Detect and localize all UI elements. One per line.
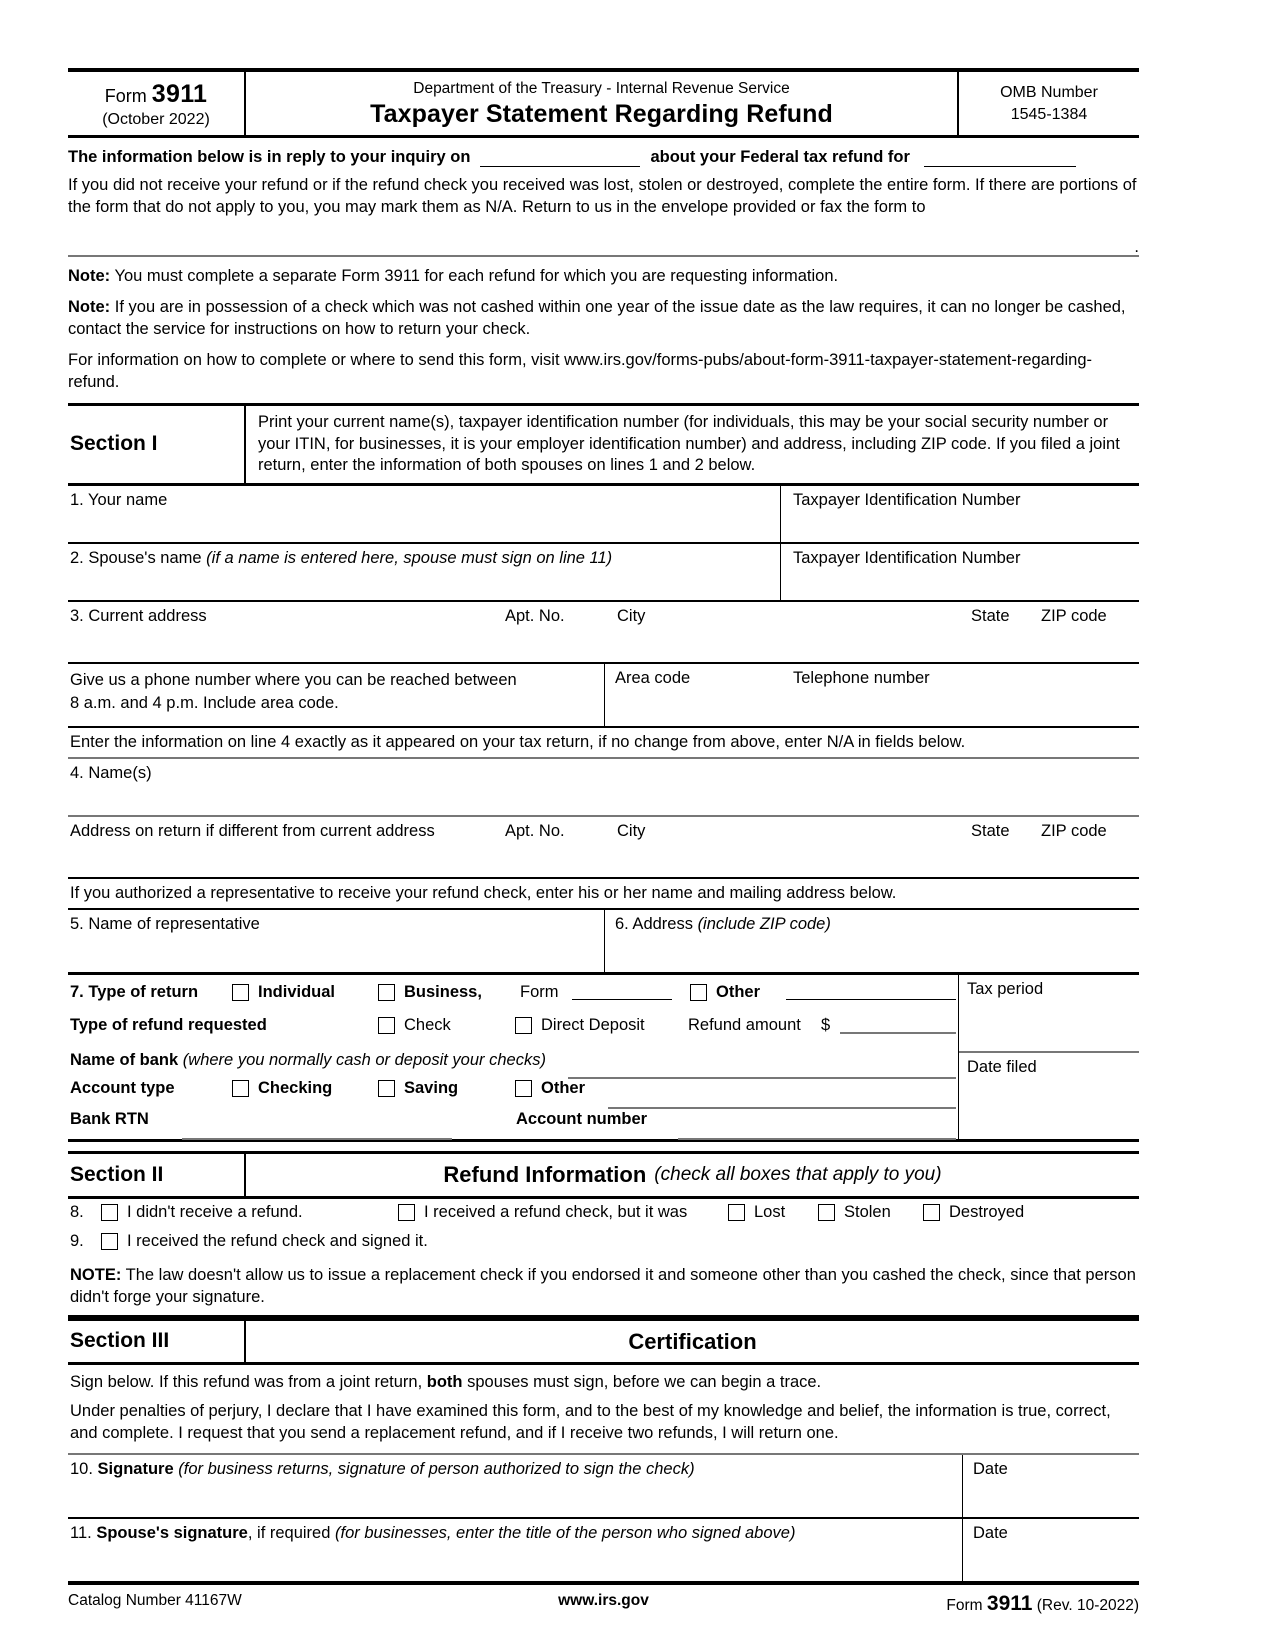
sign-text-1: Sign below. If this refund was from a joint return, xyxy=(70,1372,423,1391)
refund-amount-input[interactable] xyxy=(840,1018,956,1034)
line-11-label: Spouse's signature xyxy=(96,1523,248,1542)
label-saving: Saving xyxy=(404,1079,459,1098)
label-lost: Lost xyxy=(754,1202,786,1221)
irs-website: www.irs.gov xyxy=(558,1591,649,1609)
section-2-band xyxy=(68,1151,1139,1198)
form-header xyxy=(68,68,1139,138)
label-account-type: Account type xyxy=(70,1079,175,1098)
inquiry-date-input[interactable] xyxy=(480,150,640,167)
label-destroyed: Destroyed xyxy=(949,1202,1025,1221)
label-bank-name: Name of bank xyxy=(70,1051,179,1070)
footer-revision: (Rev. 10-2022) xyxy=(1036,1596,1139,1614)
checkbox-checking[interactable] xyxy=(232,1080,249,1097)
apt-no-label: Apt. No. xyxy=(505,607,565,626)
label-bank-rtn: Bank RTN xyxy=(70,1110,149,1129)
line-11-date-field[interactable] xyxy=(963,1519,1139,1581)
line-10-date-label: Date xyxy=(973,1459,1008,1478)
return-apt-no-label: Apt. No. xyxy=(505,822,565,841)
line-4-instruction: Enter the information on line 4 exactly as it appeared on your tax return, if no change from above, enter N/A in fields below. xyxy=(68,728,1139,759)
form-number-box xyxy=(68,72,246,135)
note-1 xyxy=(68,266,1139,288)
label-direct-deposit: Direct Deposit xyxy=(541,1016,645,1035)
section-2-note-text: The law doesn't allow us to issue a replacement check if you endorsed it and someone other than you cashed the check, since that person didn't forge your signature. xyxy=(70,1265,1136,1306)
section-2-note xyxy=(68,1257,1139,1318)
state-label: State xyxy=(971,607,1010,626)
line-2-label: 2. Spouse's name xyxy=(70,549,202,568)
line-4-label: 4. Name(s) xyxy=(70,764,152,783)
line-4-names-field[interactable] xyxy=(68,759,1139,815)
checkbox-direct-deposit[interactable] xyxy=(515,1017,532,1034)
inquiry-middle-label: about your Federal tax refund for xyxy=(650,148,910,166)
line-6-note: (include ZIP code) xyxy=(697,915,831,934)
phone-prompt-line-2: 8 a.m. and 4 p.m. Include area code. xyxy=(70,693,339,712)
date-filed-field[interactable] xyxy=(959,1053,1139,1077)
bank-name-input[interactable] xyxy=(568,1063,956,1079)
sign-instruction xyxy=(68,1365,1139,1394)
item-8-row xyxy=(68,1199,1139,1228)
form-page xyxy=(68,68,1139,1616)
fax-period: . xyxy=(1134,238,1139,257)
label-check: Check xyxy=(404,1016,451,1035)
note-2 xyxy=(68,297,1139,341)
item-9-text: I received the refund check and signed it. xyxy=(127,1231,428,1250)
label-other-account: Other xyxy=(541,1079,586,1098)
section-3-title: Certification xyxy=(628,1328,757,1354)
intro-paragraph: If you did not receive your refund or if the refund check you received was lost, stolen or destroyed, complete the entire form. If there are portions of the form that do not apply to you, you may mark them as N/A. Return to us in the envelope provided or fax the form to xyxy=(68,176,1137,216)
form-number: 3911 xyxy=(151,80,208,108)
line-11-date-label: Date xyxy=(973,1523,1008,1542)
section-1-label: Section I xyxy=(68,406,246,484)
footer-form-number: 3911 xyxy=(986,1591,1033,1615)
checkbox-other-account[interactable] xyxy=(515,1080,532,1097)
section-2-title: Refund Information xyxy=(443,1162,647,1188)
item-9-number: 9. xyxy=(70,1231,84,1250)
return-state-label: State xyxy=(971,822,1010,841)
return-zip-code-label: ZIP code xyxy=(1041,822,1107,841)
line-11-note: (for businesses, enter the title of the person who signed above) xyxy=(335,1523,796,1542)
form-footer xyxy=(68,1581,1139,1616)
line-11-number: 11. xyxy=(70,1523,92,1542)
phone-prompt xyxy=(68,664,605,726)
refund-year-input[interactable] xyxy=(924,150,1076,167)
bank-name-row xyxy=(70,1051,546,1070)
label-checking: Checking xyxy=(258,1079,333,1098)
line-2-tin-field[interactable] xyxy=(781,544,1139,600)
label-tax-period: Tax period xyxy=(967,980,1044,999)
checkbox-check[interactable] xyxy=(378,1017,395,1034)
line-10-number: 10. xyxy=(70,1459,93,1478)
line-11-mid: , if required xyxy=(247,1523,331,1542)
bank-name-note: (where you normally cash or deposit your checks) xyxy=(182,1051,546,1070)
account-number-input[interactable] xyxy=(678,1124,956,1140)
phone-fields[interactable] xyxy=(605,664,1139,726)
checkbox-no-refund[interactable] xyxy=(101,1204,118,1221)
checkbox-destroyed[interactable] xyxy=(923,1204,940,1221)
checkbox-received-check[interactable] xyxy=(398,1204,415,1221)
sign-bold-word: both xyxy=(426,1372,463,1391)
line-3-address-row[interactable] xyxy=(68,602,1139,664)
form-type-input[interactable] xyxy=(572,984,672,1000)
inquiry-line xyxy=(68,148,1139,167)
form-title: Taxpayer Statement Regarding Refund xyxy=(370,100,833,128)
checkbox-stolen[interactable] xyxy=(818,1204,835,1221)
note-1-text: You must complete a separate Form 3911 for each refund for which you are requesting information. xyxy=(114,266,839,285)
line-3-label: 3. Current address xyxy=(70,607,207,626)
line-5-label: 5. Name of representative xyxy=(70,915,260,934)
line-6-label: 6. Address xyxy=(615,915,693,934)
line-1-label: 1. Your name xyxy=(70,491,168,510)
section-3-band xyxy=(68,1318,1139,1365)
item-8-text: I didn't receive a refund. xyxy=(127,1202,303,1221)
line-4-row xyxy=(68,759,1139,817)
line-7-right xyxy=(959,975,1139,1139)
omb-number: 1545-1384 xyxy=(1010,105,1088,123)
sign-text-2: spouses must sign, before we can begin a trace. xyxy=(467,1372,822,1391)
line-2-spouse-field[interactable] xyxy=(68,544,781,600)
label-date-filed: Date filed xyxy=(967,1058,1037,1077)
checkbox-individual[interactable] xyxy=(232,984,249,1001)
form-revision-date: (October 2022) xyxy=(102,110,210,128)
label-other-return: Other xyxy=(716,983,761,1002)
checkbox-lost[interactable] xyxy=(728,1204,745,1221)
return-city-label: City xyxy=(617,822,646,841)
other-return-input[interactable] xyxy=(786,984,956,1000)
area-code-label: Area code xyxy=(615,669,691,688)
omb-label: OMB Number xyxy=(1000,84,1098,101)
tax-period-field[interactable] xyxy=(959,975,1139,1053)
bank-rtn-input[interactable] xyxy=(182,1124,452,1140)
label-refund-amount: Refund amount xyxy=(688,1016,801,1035)
label-refund-type: Type of refund requested xyxy=(70,1016,267,1035)
line-1-tin-field[interactable] xyxy=(781,486,1139,542)
note-1-label: Note: xyxy=(68,266,111,285)
line-1-row xyxy=(68,486,1139,544)
label-account-number: Account number xyxy=(516,1110,648,1129)
section-2-title-note: (check all boxes that apply to you) xyxy=(654,1164,942,1186)
section-1-instructions: Print your current name(s), taxpayer identification number (for individuals, this may be your social security number or your ITIN, for businesses, it is your employer identification number) and address, including ZIP code. If you filed a joint return, enter the information of both spouses on lines 1 and 2 below. xyxy=(258,412,1120,475)
form-number-line xyxy=(68,80,244,109)
zip-code-label: ZIP code xyxy=(1041,607,1107,626)
line-11-signature-field[interactable] xyxy=(68,1519,963,1581)
city-label: City xyxy=(617,607,646,626)
section-2-heading xyxy=(246,1154,1139,1195)
line-10-date-field[interactable] xyxy=(963,1455,1139,1517)
line-10-label: Signature xyxy=(97,1459,174,1478)
note-2-label: Note: xyxy=(68,297,111,316)
department-line: Department of the Treasury - Internal Revenue Service xyxy=(413,80,790,97)
label-stolen: Stolen xyxy=(844,1202,891,1221)
perjury-statement: Under penalties of perjury, I declare that I have examined this form, and to the best of my knowledge and belief, the information is true, correct, and complete. I request that you send a replacement refund, and if I receive two refunds, I will return one. xyxy=(70,1401,1111,1442)
phone-prompt-line-1: Give us a phone number where you can be reached between xyxy=(70,671,517,690)
telephone-number-label: Telephone number xyxy=(793,669,930,688)
info-paragraph: For information on how to complete or where to send this form, visit www.irs.gov/forms-pubs/about-form-3911-taxpayer-statement-regarding-refund. xyxy=(68,350,1093,391)
fax-number-input[interactable] xyxy=(68,223,1139,257)
section-2-label: Section II xyxy=(68,1154,246,1195)
label-form: Form xyxy=(520,983,559,1002)
other-account-input[interactable] xyxy=(608,1093,956,1109)
line-10-row xyxy=(68,1453,1139,1519)
checkbox-received-and-signed[interactable] xyxy=(101,1233,118,1250)
form-word: Form xyxy=(104,86,147,106)
return-address-label: Address on return if different from current address xyxy=(70,822,435,841)
line-5-6-row xyxy=(68,910,1139,975)
footer-form-word: Form xyxy=(946,1596,983,1614)
section-3-label: Section III xyxy=(68,1321,246,1362)
line-2-note: (if a name is entered here, spouse must sign on line 11) xyxy=(206,549,613,568)
item-8-alt-text: I received a refund check, but it was xyxy=(424,1202,688,1221)
line-7-block xyxy=(68,975,1139,1142)
return-address-row[interactable] xyxy=(68,817,1139,879)
line-6-address-field[interactable] xyxy=(605,910,1139,972)
section-3-heading xyxy=(246,1321,1139,1362)
line-1-tin-label: Taxpayer Identification Number xyxy=(793,491,1021,510)
item-9-row xyxy=(68,1228,1139,1257)
item-8-number: 8. xyxy=(70,1202,84,1221)
line-7-label: 7. Type of return xyxy=(70,983,199,1002)
line-2-tin-label: Taxpayer Identification Number xyxy=(793,549,1021,568)
label-business: Business, xyxy=(404,983,482,1002)
label-individual: Individual xyxy=(258,983,336,1002)
footer-form-id xyxy=(754,1592,1140,1616)
omb-box xyxy=(959,72,1139,135)
checkbox-other-return[interactable] xyxy=(690,984,707,1001)
note-2-text: If you are in possession of a check which was not cashed within one year of the issue date as the law requires, it can no longer be cashed, contact the service for instructions on how to return your check. xyxy=(68,297,1126,338)
section-1-band xyxy=(68,403,1139,487)
catalog-number: Catalog Number 41167W xyxy=(68,1591,242,1609)
checkbox-saving[interactable] xyxy=(378,1080,395,1097)
line-2-row xyxy=(68,544,1139,602)
line-10-signature-field[interactable] xyxy=(68,1455,963,1517)
line-10-note: (for business returns, signature of person authorized to sign the check) xyxy=(178,1459,695,1478)
line-7-left xyxy=(68,975,959,1139)
line-5-representative-field[interactable] xyxy=(68,910,605,972)
section-2-note-label: NOTE: xyxy=(70,1265,122,1284)
phone-row xyxy=(68,664,1139,728)
form-title-box xyxy=(246,72,959,135)
checkbox-business[interactable] xyxy=(378,984,395,1001)
dollar-sign: $ xyxy=(821,1016,831,1035)
representative-instruction: If you authorized a representative to receive your refund check, enter his or her name and mailing address below. xyxy=(68,879,1139,910)
inquiry-prefix-label: The information below is in reply to your inquiry on xyxy=(68,148,471,166)
line-1-name-field[interactable] xyxy=(68,486,781,542)
line-11-row xyxy=(68,1519,1139,1581)
